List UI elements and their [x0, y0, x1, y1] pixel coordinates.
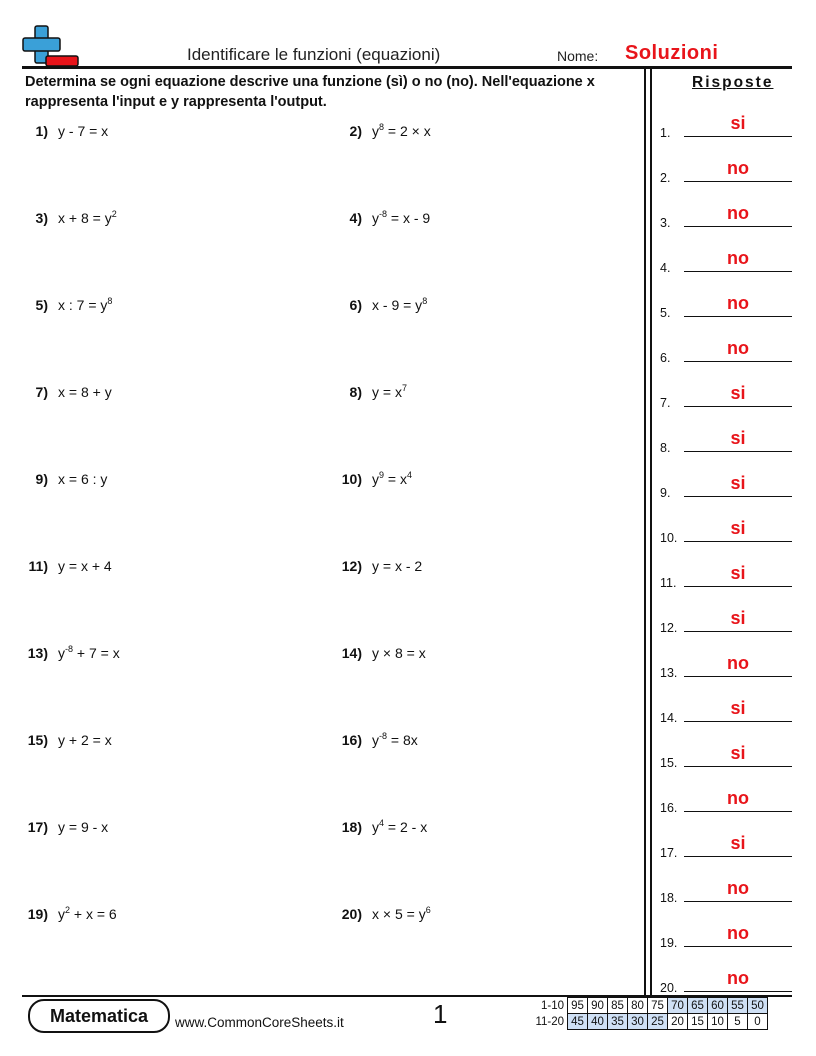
- problem-equation: [372, 906, 431, 922]
- answer-line: [684, 901, 792, 902]
- equation-text: x - 9 = y: [372, 297, 423, 313]
- problem-number: 12): [341, 558, 362, 574]
- score-cell: 15: [688, 1014, 708, 1030]
- divider-line: [650, 66, 652, 996]
- answer-row: [660, 425, 792, 455]
- problem-number: 1): [35, 123, 48, 139]
- problem-number: 5): [35, 297, 48, 313]
- problem-equation: [58, 471, 107, 487]
- answer-number: 5.: [660, 306, 671, 320]
- equation-text: = x: [384, 471, 407, 487]
- problem-equation: [372, 819, 427, 835]
- answer-row: [660, 560, 792, 590]
- score-cell: 45: [568, 1014, 588, 1030]
- answer-number: 2.: [660, 171, 671, 185]
- answer-line: [684, 181, 792, 182]
- equation-text: y: [58, 906, 65, 922]
- plus-minus-logo-icon: [22, 24, 80, 68]
- answer-number: 14.: [660, 711, 678, 725]
- problem-equation: [372, 123, 431, 139]
- answer-value: no: [727, 788, 749, 808]
- answer-line: [684, 316, 792, 317]
- score-cell: 35: [608, 1014, 628, 1030]
- equation-text: y: [372, 210, 379, 226]
- equation-text: y × 8 = x: [372, 645, 426, 661]
- exponent: 8: [107, 296, 113, 306]
- problem-item: [22, 732, 112, 748]
- problem-number: 19): [27, 906, 48, 922]
- score-row: [528, 1014, 768, 1030]
- answer-value: no: [727, 338, 749, 358]
- answer-line: [684, 721, 792, 722]
- equation-text: x + 8 = y: [58, 210, 112, 226]
- equation-text: y - 7 = x: [58, 123, 109, 139]
- answer-line: [684, 496, 792, 497]
- equation-text: y: [372, 123, 379, 139]
- page-title: Identificare le funzioni (equazioni): [187, 45, 441, 64]
- problem-number: 11): [28, 558, 48, 574]
- equation-text: y = x - 2: [372, 558, 423, 574]
- problem-number: 9): [35, 471, 48, 487]
- score-cell: 30: [628, 1014, 648, 1030]
- problem-item: [22, 123, 108, 139]
- exponent: 8: [422, 296, 428, 306]
- equation-text: = 2 × x: [384, 123, 431, 139]
- exponent: -8: [379, 209, 388, 219]
- equation-text: y: [372, 732, 379, 748]
- answer-value: no: [727, 923, 749, 943]
- answer-value: si: [730, 428, 746, 448]
- answer-row: [660, 380, 792, 410]
- answer-row: [660, 650, 792, 680]
- equation-text: y: [58, 645, 65, 661]
- exponent: -8: [379, 731, 388, 741]
- score-cell: 50: [748, 998, 768, 1014]
- score-cell: 10: [708, 1014, 728, 1030]
- exponent: 7: [401, 383, 407, 393]
- problem-number: 4): [349, 210, 362, 226]
- answer-row: [660, 155, 792, 185]
- answer-value: si: [730, 698, 746, 718]
- problem-item: [336, 471, 412, 487]
- score-cell: 55: [728, 998, 748, 1014]
- score-cell: 40: [588, 1014, 608, 1030]
- problem-number: 14): [341, 645, 362, 661]
- equation-text: x : 7 = y: [58, 297, 108, 313]
- problem-equation: [58, 819, 108, 835]
- problem-item: [22, 210, 117, 226]
- problem-equation: [372, 297, 427, 313]
- equation-text: y = x: [372, 384, 402, 400]
- answer-value: no: [727, 293, 749, 313]
- problem-number: 2): [349, 123, 362, 139]
- answer-row: [660, 785, 792, 815]
- problem-item: [336, 297, 427, 313]
- problem-item: [336, 645, 426, 661]
- answer-line: [684, 406, 792, 407]
- exponent: 4: [406, 470, 412, 480]
- answer-value: no: [727, 653, 749, 673]
- problem-item: [336, 558, 422, 574]
- problem-number: 3): [35, 210, 48, 226]
- answer-number: 17.: [660, 846, 678, 860]
- divider-line: [644, 66, 646, 996]
- problem-equation: [58, 906, 117, 922]
- score-cell: 20: [668, 1014, 688, 1030]
- answer-number: 10.: [660, 531, 678, 545]
- answer-value: no: [727, 203, 749, 223]
- answer-number: 19.: [660, 936, 678, 950]
- score-cell: 0: [748, 1014, 768, 1030]
- score-table: [528, 997, 768, 1030]
- problem-equation: [58, 210, 117, 226]
- name-value: Soluzioni: [625, 42, 719, 64]
- score-cell: 80: [628, 998, 648, 1014]
- answer-number: 4.: [660, 261, 671, 275]
- answer-number: 8.: [660, 441, 671, 455]
- answer-number: 12.: [660, 621, 678, 635]
- problem-equation: [58, 384, 112, 400]
- answer-line: [684, 451, 792, 452]
- answer-row: [660, 290, 792, 320]
- equation-text: y: [372, 819, 379, 835]
- answer-row: [660, 875, 792, 905]
- answer-value: si: [730, 518, 746, 538]
- equation-text: y + 2 = x: [58, 732, 112, 748]
- answer-number: 16.: [660, 801, 678, 815]
- score-cell: 5: [728, 1014, 748, 1030]
- problem-number: 16): [341, 732, 362, 748]
- problem-item: [22, 906, 117, 922]
- answer-number: 11.: [660, 576, 677, 590]
- problem-equation: [58, 123, 108, 139]
- answer-line: [684, 541, 792, 542]
- problem-equation: [372, 384, 407, 400]
- score-row-label: 11-20: [535, 1015, 564, 1028]
- instructions: Determina se ogni equazione descrive una funzione (sì) o no (no). Nell'equazione x rappresenta l'input e y rappresenta l'output.: [25, 74, 595, 110]
- equation-text: y = x + 4: [58, 558, 112, 574]
- problem-equation: [58, 558, 112, 574]
- problem-equation: [372, 471, 412, 487]
- problem-item: [336, 123, 431, 139]
- answer-value: si: [730, 743, 746, 763]
- site-url: www.CommonCoreSheets.it: [175, 1015, 344, 1030]
- score-row: [528, 998, 768, 1014]
- equation-text: = x - 9: [387, 210, 431, 226]
- answer-value: no: [727, 878, 749, 898]
- answer-line: [684, 946, 792, 947]
- problem-equation: [372, 210, 430, 226]
- answer-row: [660, 920, 792, 950]
- problem-item: [336, 732, 418, 748]
- answer-value: si: [730, 473, 746, 493]
- problem-item: [336, 906, 431, 922]
- equation-text: x × 5 = y: [372, 906, 426, 922]
- answer-row: [660, 200, 792, 230]
- answer-line: [684, 811, 792, 812]
- problem-number: 18): [341, 819, 362, 835]
- problem-item: [22, 819, 108, 835]
- problem-number: 15): [27, 732, 48, 748]
- equation-text: = 8x: [387, 732, 418, 748]
- problem-number: 13): [27, 645, 48, 661]
- answer-value: si: [730, 833, 746, 853]
- equation-text: y: [372, 471, 379, 487]
- answer-value: no: [727, 968, 749, 988]
- answer-line: [684, 586, 792, 587]
- answer-line: [684, 271, 792, 272]
- answer-row: [660, 965, 792, 995]
- problem-item: [22, 558, 112, 574]
- problem-number: 17): [27, 819, 48, 835]
- problem-number: 6): [349, 297, 362, 313]
- answer-value: no: [727, 158, 749, 178]
- answer-value: si: [730, 383, 746, 403]
- page-number: 1: [433, 999, 448, 1029]
- answer-number: 3.: [660, 216, 671, 230]
- equation-text: = 2 - x: [384, 819, 428, 835]
- score-row-label: 1-10: [540, 999, 564, 1012]
- problem-item: [336, 819, 427, 835]
- name-label: Nome:: [557, 48, 599, 64]
- answer-line: [684, 631, 792, 632]
- problem-item: [336, 210, 430, 226]
- answer-number: 20.: [660, 981, 678, 995]
- answers-heading: Risposte: [692, 74, 774, 91]
- problem-equation: [372, 732, 418, 748]
- exponent: 8: [379, 122, 385, 132]
- exponent: 9: [379, 470, 385, 480]
- score-cell: 70: [668, 998, 688, 1014]
- equation-text: + 7 = x: [73, 645, 120, 661]
- problem-number: 8): [349, 384, 362, 400]
- exponent: 2: [65, 905, 71, 915]
- answer-line: [684, 136, 792, 137]
- answer-value: si: [730, 608, 746, 628]
- problem-number: 20): [341, 906, 362, 922]
- answer-number: 7.: [660, 396, 671, 410]
- brand-badge: Matematica: [28, 999, 170, 1033]
- score-cell: 95: [568, 998, 588, 1014]
- answer-row: [660, 335, 792, 365]
- score-cell: 65: [688, 998, 708, 1014]
- problem-item: [22, 384, 112, 400]
- answer-line: [684, 361, 792, 362]
- top-rule: [22, 66, 792, 69]
- problem-equation: [58, 645, 120, 661]
- equation-text: y = 9 - x: [58, 819, 109, 835]
- answer-row: [660, 515, 792, 545]
- answer-number: 6.: [660, 351, 671, 365]
- problem-number: 7): [35, 384, 48, 400]
- problem-item: [22, 297, 112, 313]
- score-cell: 60: [708, 998, 728, 1014]
- problem-equation: [58, 732, 112, 748]
- answer-number: 18.: [660, 891, 678, 905]
- problem-number: 10): [341, 471, 362, 487]
- problem-item: [22, 471, 107, 487]
- problem-equation: [372, 558, 422, 574]
- score-cell: 75: [648, 998, 668, 1014]
- score-cell: 85: [608, 998, 628, 1014]
- problem-equation: [372, 645, 426, 661]
- answer-value: si: [730, 563, 746, 583]
- problem-equation: [58, 297, 112, 313]
- exponent: -8: [65, 644, 74, 654]
- answer-number: 1.: [660, 126, 671, 140]
- answer-value: no: [727, 248, 749, 268]
- equation-text: x = 8 + y: [58, 384, 112, 400]
- score-cell: 90: [588, 998, 608, 1014]
- answer-row: [660, 695, 792, 725]
- problem-item: [22, 645, 120, 661]
- answer-number: 15.: [660, 756, 678, 770]
- score-cell: 25: [648, 1014, 668, 1030]
- answer-row: [660, 605, 792, 635]
- exponent: 2: [111, 209, 117, 219]
- answer-number: 9.: [660, 486, 671, 500]
- answer-value: si: [730, 113, 746, 133]
- problem-item: [336, 384, 407, 400]
- answer-row: [660, 245, 792, 275]
- equation-text: x = 6 : y: [58, 471, 108, 487]
- answer-line: [684, 226, 792, 227]
- answer-line: [684, 991, 792, 992]
- answer-line: [684, 676, 792, 677]
- exponent: 6: [425, 905, 431, 915]
- answer-row: [660, 470, 792, 500]
- equation-text: + x = 6: [70, 906, 117, 922]
- answer-row: [660, 110, 792, 140]
- answer-line: [684, 766, 792, 767]
- answer-line: [684, 856, 792, 857]
- answer-row: [660, 830, 792, 860]
- answer-number: 13.: [660, 666, 678, 680]
- answer-row: [660, 740, 792, 770]
- exponent: 4: [379, 818, 385, 828]
